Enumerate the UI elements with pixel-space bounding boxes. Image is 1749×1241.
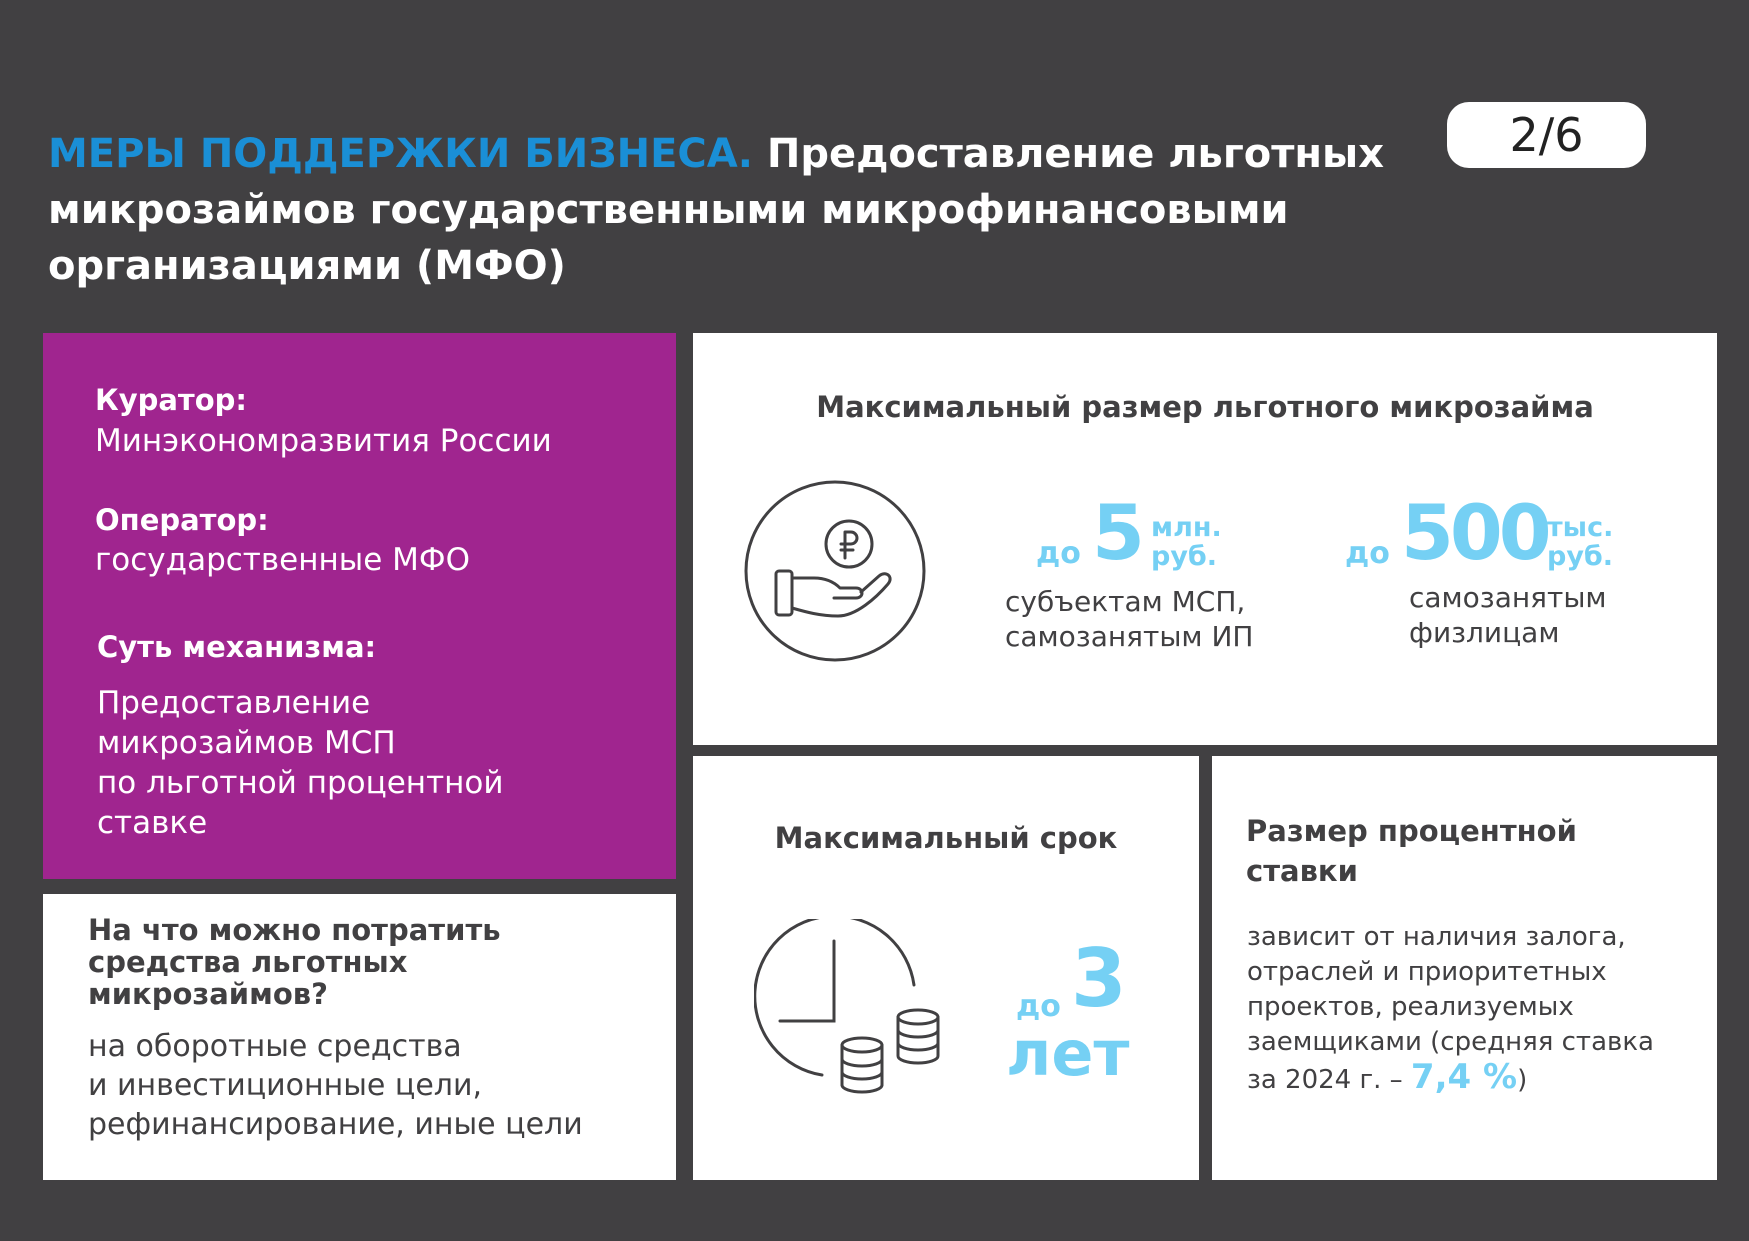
msp-prefix: до — [1036, 536, 1081, 571]
msp-desc-line: самозанятым ИП — [1005, 620, 1254, 653]
self-number: 500 — [1401, 488, 1548, 577]
operator-value: государственные МФО — [95, 542, 470, 578]
self-description — [1409, 580, 1607, 650]
rate-last-prefix: за 2024 г. – — [1247, 1065, 1403, 1095]
rate-heading — [1246, 811, 1577, 891]
msp-unit-bottom: руб. — [1151, 541, 1218, 572]
rate-last-suffix: ) — [1517, 1065, 1528, 1095]
rate-line: заемщиками (средняя ставка — [1247, 1027, 1654, 1057]
rate-heading-line: Размер процентной — [1246, 814, 1577, 848]
term-card — [693, 756, 1199, 1180]
clock-coins-icon — [754, 919, 944, 1104]
spend-heading-line: средства льготных — [88, 945, 408, 979]
msp-number: 5 — [1092, 488, 1145, 577]
rate-last-line — [1247, 1057, 1654, 1098]
msp-desc-line: субъектам МСП, — [1005, 585, 1246, 618]
self-unit-top: тыс. — [1547, 512, 1614, 543]
self-desc-line: самозанятым — [1409, 581, 1607, 614]
hand-ruble-coin-icon — [744, 480, 926, 662]
msp-description — [1005, 584, 1253, 654]
spend-heading — [88, 914, 501, 1010]
title-rest: Предоставление льготных микрозаймов государственными микрофинансовыми организациями (МФО) — [48, 131, 1385, 289]
essence-line: микрозаймов МСП — [97, 725, 396, 761]
rate-value: 7,4 % — [1410, 1057, 1518, 1097]
essence-text — [97, 683, 504, 843]
spend-line: рефинансирование, иные цели — [88, 1107, 583, 1142]
spend-heading-line: микрозаймов? — [88, 977, 328, 1011]
title-accent: МЕРЫ ПОДДЕРЖКИ БИЗНЕСА. — [48, 131, 753, 177]
spend-line: и инвестиционные цели, — [88, 1068, 483, 1103]
page-indicator: 2/6 — [1447, 102, 1646, 168]
rate-line: зависит от наличия залога, — [1247, 922, 1626, 952]
term-unit: лет — [1006, 1017, 1130, 1090]
term-prefix: до — [1016, 989, 1061, 1024]
max-size-card — [693, 333, 1717, 745]
essence-label: Суть механизма: — [97, 630, 377, 664]
self-unit — [1547, 513, 1613, 571]
max-size-heading: Максимальный размер льготного микрозайма — [816, 390, 1594, 424]
spend-heading-line: На что можно потратить — [88, 913, 501, 947]
rate-line: проектов, реализуемых — [1247, 992, 1574, 1022]
spend-line: на оборотные средства — [88, 1029, 462, 1064]
page-title — [48, 126, 1408, 294]
curator-label: Куратор: — [95, 383, 248, 417]
msp-unit — [1151, 513, 1222, 571]
rate-card — [1212, 756, 1717, 1180]
self-unit-bottom: руб. — [1547, 541, 1614, 572]
essence-line: Предоставление — [97, 685, 371, 721]
essence-line: ставке — [97, 805, 208, 841]
rate-text — [1247, 920, 1654, 1098]
term-number: 3 — [1071, 932, 1127, 1025]
self-prefix: до — [1345, 536, 1390, 571]
msp-unit-top: млн. — [1151, 512, 1222, 543]
curator-value: Минэкономразвития России — [95, 423, 552, 459]
rate-heading-line: ставки — [1246, 854, 1358, 888]
term-heading: Максимальный срок — [774, 821, 1118, 855]
essence-line: по льготной процентной — [97, 765, 504, 801]
self-desc-line: физлицам — [1409, 616, 1560, 649]
rate-line: отраслей и приоритетных — [1247, 957, 1607, 987]
spend-text — [88, 1027, 583, 1144]
operator-label: Оператор: — [95, 503, 269, 537]
info-card — [43, 333, 676, 879]
spend-card — [43, 894, 676, 1180]
